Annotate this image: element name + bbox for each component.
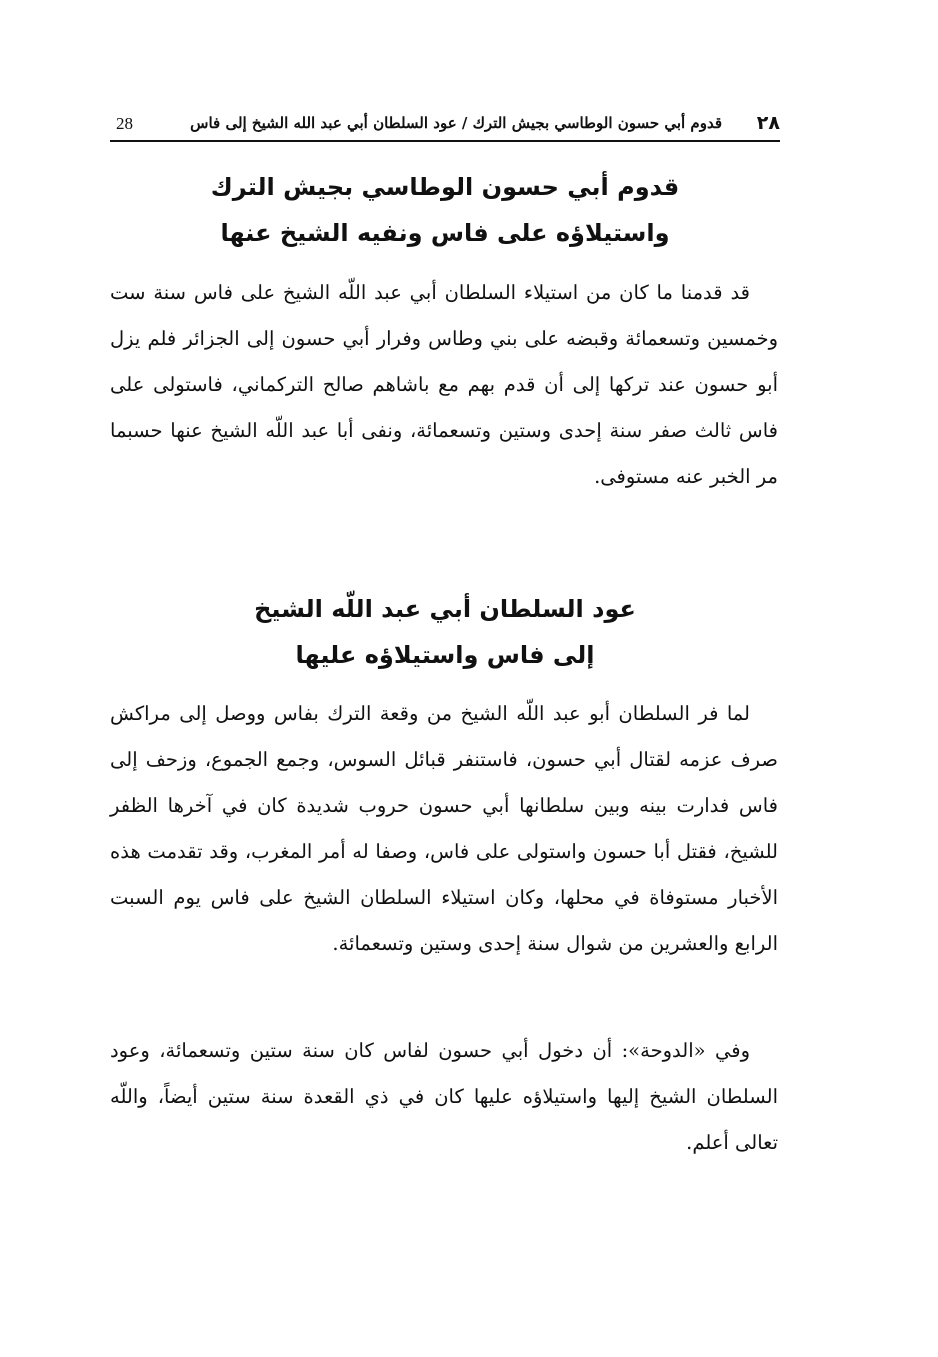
section-2-heading-line-2: إلى فاس واستيلاؤه عليها (295, 641, 595, 669)
section-2-paragraph-1 (110, 691, 778, 967)
section-1-heading-line-1: قدوم أبي حسون الوطاسي بجيش الترك (210, 173, 680, 201)
page-number-latin: 28 (116, 114, 133, 133)
section-2-paragraph-2-text: وفي «الدوحة»: أن دخول أبي حسون لفاس كان سنة ستين وتسعمائة، وعود السلطان الشيخ إليها واستيلاؤه عليها كان في ذي القعدة سنة ستين أيضاً، واللّه تعالى أعلم. (110, 1039, 778, 1154)
section-2-paragraph-1-text: لما فر السلطان أبو عبد اللّه الشيخ من وقعة الترك بفاس ووصل إلى مراكش صرف عزمه لقتال أبي حسون، فاستنفر قبائل السوس، وجمع الجموع، وزحف إلى فاس فدارت بينه وبين سلطانها أبي حسون حروب شديدة كان في آخرها الظفر للشيخ، فقتل أبا حسون واستولى على فاس، وصفا له أمر المغرب، وقد تقدمت هذه الأخبار مستوفاة في محلها، وكان استيلاء السلطان الشيخ على فاس يوم السبت الرابع والعشرين من شوال سنة إحدى وستين وتسعمائة. (110, 702, 778, 955)
section-2-heading (110, 586, 780, 678)
section-1-paragraph (110, 270, 778, 500)
running-title: قدوم أبي حسون الوطاسي بجيش الترك / عود السلطان أبي عبد الله الشيخ إلى فاس (190, 114, 722, 132)
section-2-paragraph-2 (110, 1028, 778, 1166)
section-1-heading-line-2: واستيلاؤه على فاس ونفيه الشيخ عنها (220, 219, 670, 247)
page-number-arabic: ٢٨ (756, 112, 780, 134)
section-1-paragraph-text: قد قدمنا ما كان من استيلاء السلطان أبي عبد اللّه الشيخ على فاس سنة ست وخمسين وتسعمائة وقبضه على بني وطاس وفرار أبي حسون إلى الجزائر فلم يزل أبو حسون عند تركها إلى أن قدم بهم مع باشاهم صالح التركماني، فاستولى على فاس ثالث صفر سنة إحدى وستين وتسعمائة، ونفى أبا عبد اللّه الشيخ عنها حسبما مر الخبر عنه مستوفى. (110, 281, 778, 488)
running-header (110, 112, 780, 142)
section-2-heading-line-1: عود السلطان أبي عبد اللّه الشيخ (254, 595, 636, 623)
section-1-heading (110, 164, 780, 256)
